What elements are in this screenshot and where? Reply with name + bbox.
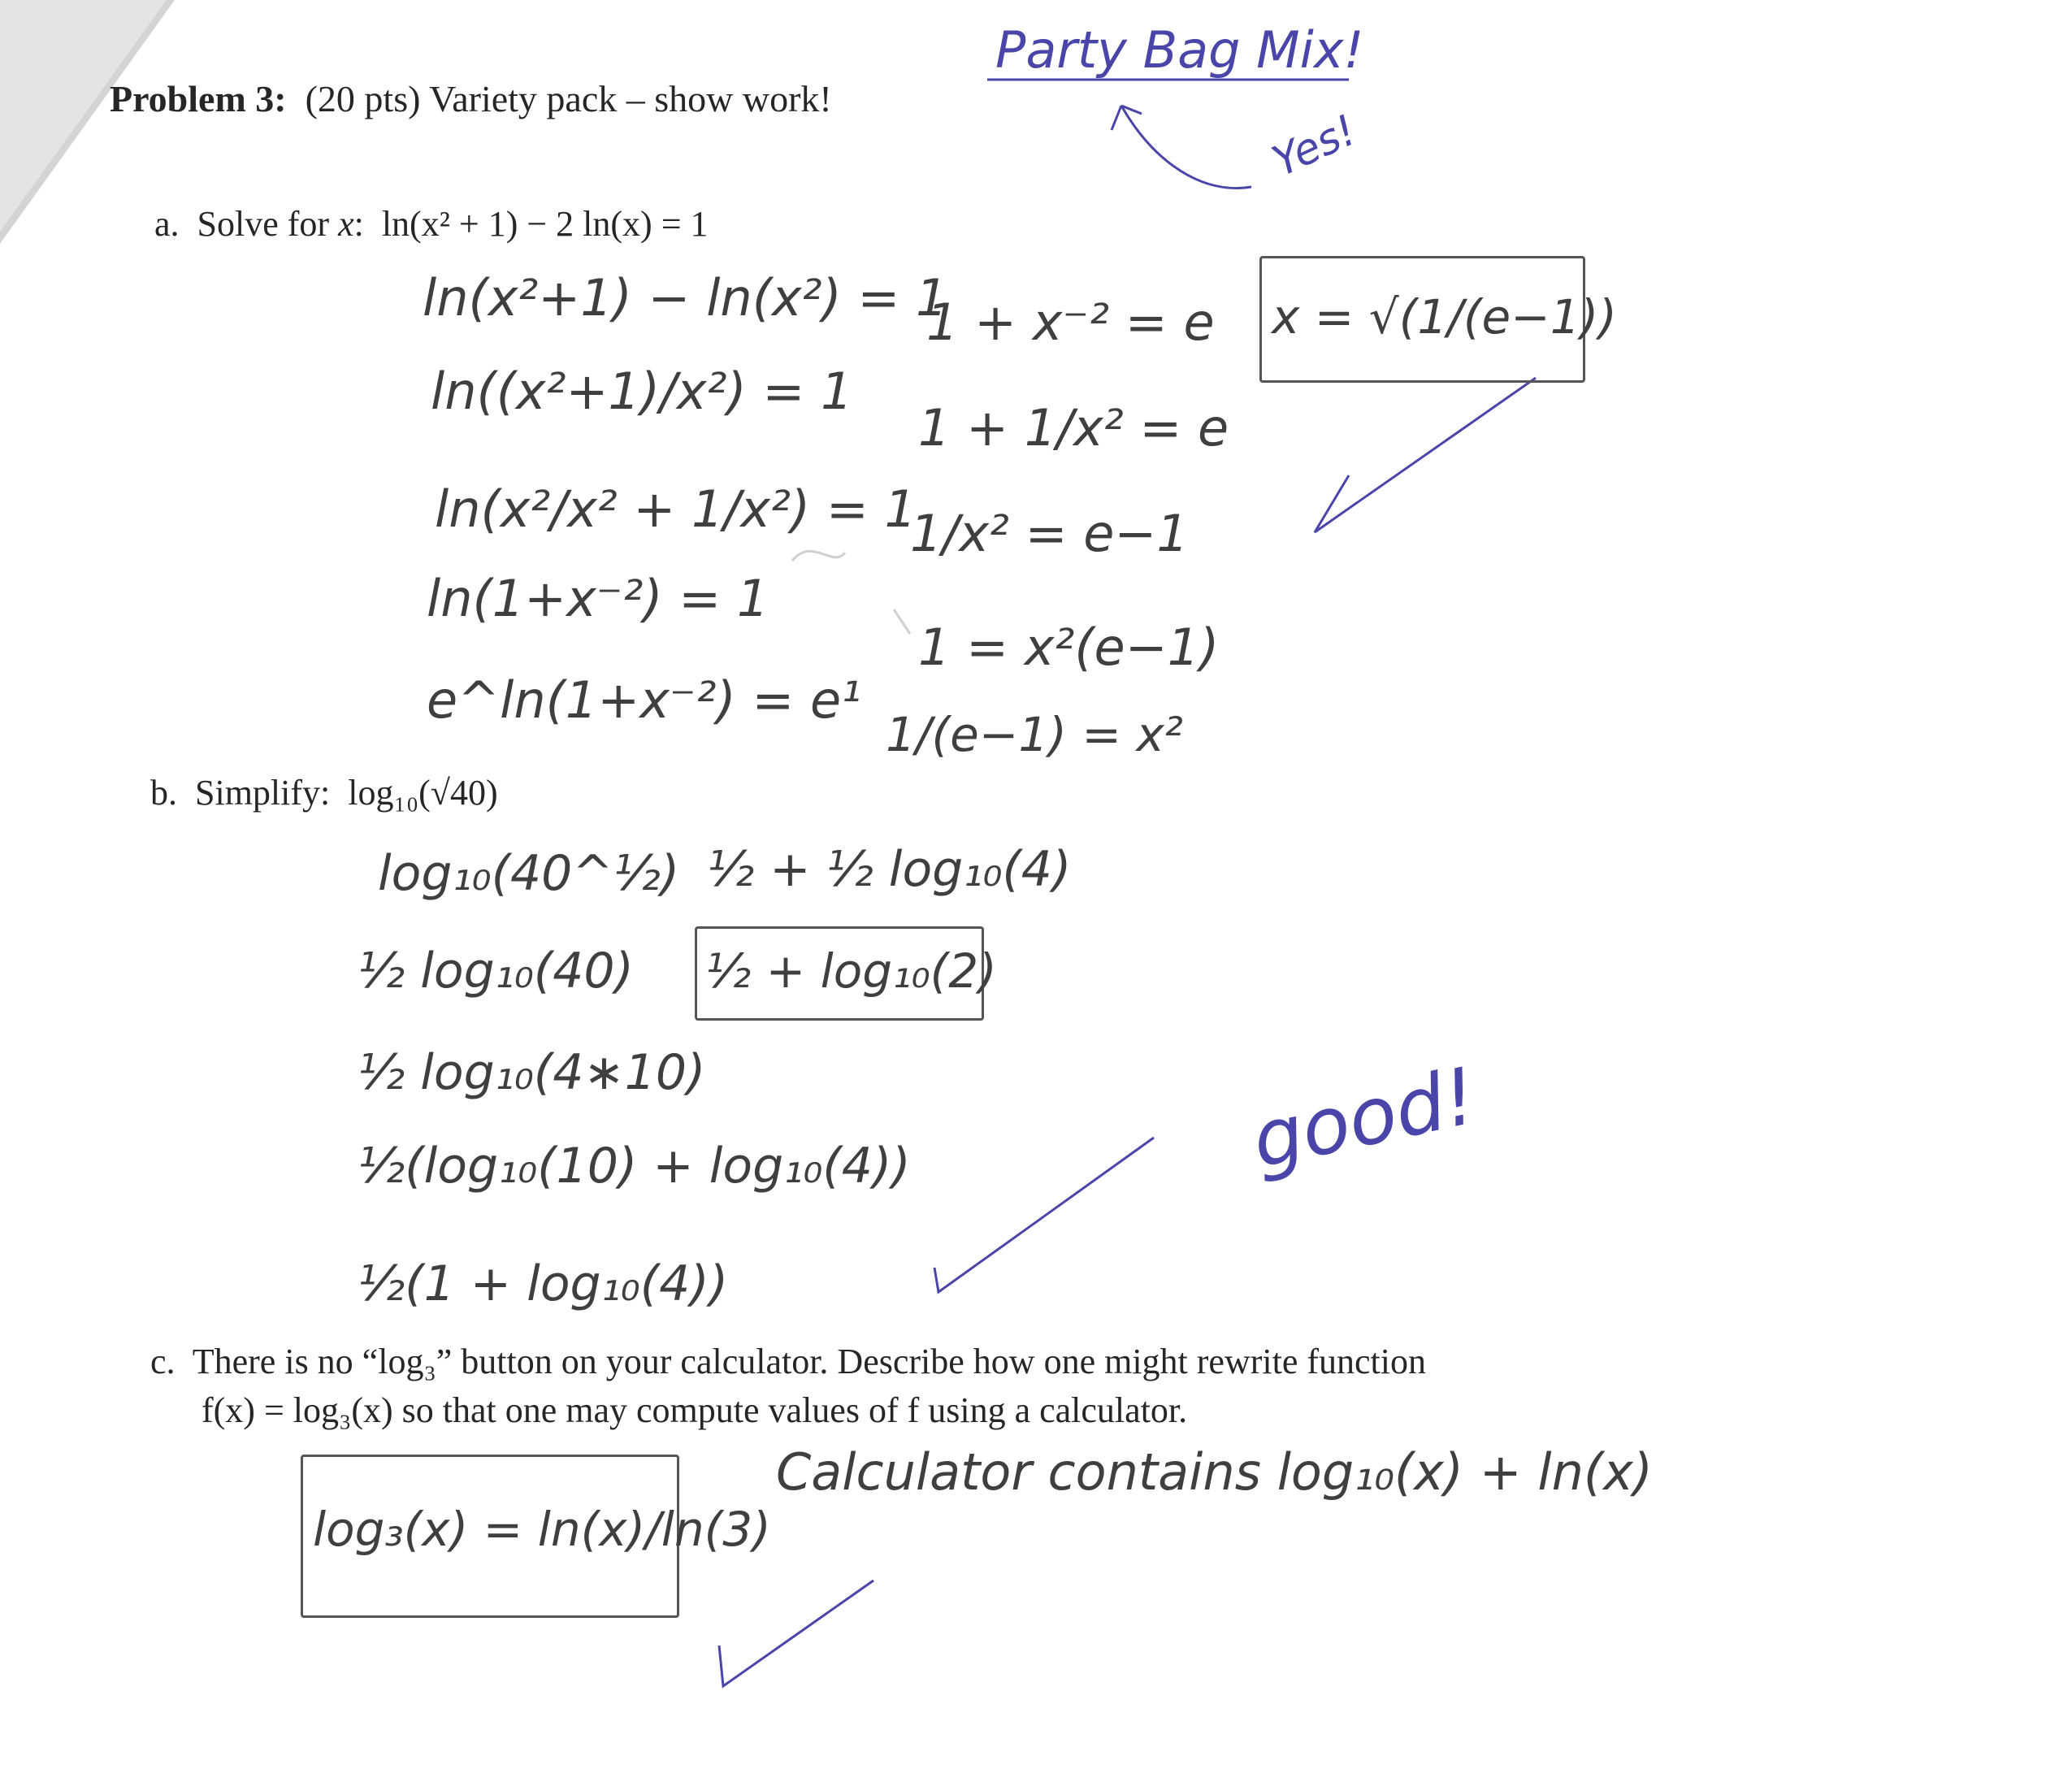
grader-title: Party Bag Mix! bbox=[995, 20, 1364, 80]
part-b-expression: log₁₀(√40) bbox=[348, 773, 498, 813]
part-c-answer: log₃(x) = ln(x)/ln(3) bbox=[313, 1502, 771, 1557]
part-a-work-left-3: ln(x²/x² + 1/x²) = 1 bbox=[435, 479, 917, 539]
part-a-work-left-2: ln((x²+1)/x²) = 1 bbox=[431, 362, 853, 421]
check-mark-c-icon bbox=[719, 1580, 873, 1686]
part-c-note: Calculator contains log₁₀(x) + ln(x) bbox=[776, 1442, 1653, 1502]
part-a-work-left-5: e^ln(1+x⁻²) = e¹ bbox=[427, 670, 862, 730]
part-a-work-right-3: 1/x² = e−1 bbox=[910, 504, 1189, 563]
part-b-work-left-3: ½ log₁₀(4∗10) bbox=[358, 1044, 706, 1101]
part-a-prefix: Solve for bbox=[197, 204, 330, 244]
part-b-work-left-2: ½ log₁₀(40) bbox=[358, 943, 634, 999]
part-b-answer: ½ + log₁₀(2) bbox=[705, 943, 997, 999]
part-c-line-1: There is no “log₃” button on your calculator. Describe how one might rewrite function bbox=[192, 1342, 1426, 1381]
problem-header bbox=[110, 77, 832, 120]
part-a-work-right-4: 1 = x²(e−1) bbox=[918, 618, 1220, 677]
part-a-work-right-1: 1 + x⁻² = e bbox=[926, 293, 1215, 352]
part-a-variable: x bbox=[338, 204, 354, 244]
erased-marks bbox=[792, 551, 910, 634]
grader-good: good! bbox=[1244, 1050, 1485, 1186]
part-c-answer-box bbox=[301, 1455, 771, 1618]
part-b-letter: b. bbox=[150, 773, 177, 813]
part-b-work-left-1: log₁₀(40^½) bbox=[378, 845, 680, 902]
part-b-prefix: Simplify: bbox=[195, 773, 331, 813]
part-a-equation: ln(x² + 1) − 2 ln(x) = 1 bbox=[381, 204, 709, 244]
grader-yes: Yes! bbox=[1265, 106, 1364, 187]
check-mark-b-icon bbox=[934, 1138, 1154, 1292]
part-c-letter: c. bbox=[150, 1342, 176, 1381]
arrow-icon bbox=[1112, 106, 1251, 189]
part-b-prompt bbox=[150, 772, 498, 813]
part-a-work-right-5: 1/(e−1) = x² bbox=[886, 707, 1183, 762]
part-a-answer: x = √(1/(e−1)) bbox=[1272, 289, 1617, 345]
part-c-prompt-line-1 bbox=[150, 1341, 1426, 1382]
part-b-work-right-1: ½ + ½ log₁₀(4) bbox=[707, 841, 1072, 898]
problem-description: (20 pts) Variety pack – show work! bbox=[305, 78, 832, 119]
part-a-work-left-1: ln(x²+1) − ln(x²) = 1 bbox=[423, 268, 948, 327]
part-a-work-right-2: 1 + 1/x² = e bbox=[918, 398, 1229, 457]
part-b-work-left-4: ½(log₁₀(10) + log₁₀(4)) bbox=[358, 1138, 911, 1195]
part-b-answer-box bbox=[695, 926, 997, 1021]
part-b-work-left-5: ½(1 + log₁₀(4)) bbox=[358, 1255, 729, 1312]
part-a-prompt: a. Solve for x: ln(x² + 1) − 2 ln(x) = 1 bbox=[154, 204, 709, 244]
part-a-letter: a. bbox=[154, 204, 180, 244]
part-c-line-2: f(x) = log₃(x) so that one may compute values of f using a calculator. bbox=[202, 1390, 1188, 1430]
part-a-answer-box bbox=[1259, 256, 1617, 383]
check-mark-a-icon bbox=[1315, 378, 1536, 532]
part-a-work-left-4: ln(1+x⁻²) = 1 bbox=[427, 569, 769, 628]
problem-label: Problem 3: bbox=[110, 78, 287, 119]
